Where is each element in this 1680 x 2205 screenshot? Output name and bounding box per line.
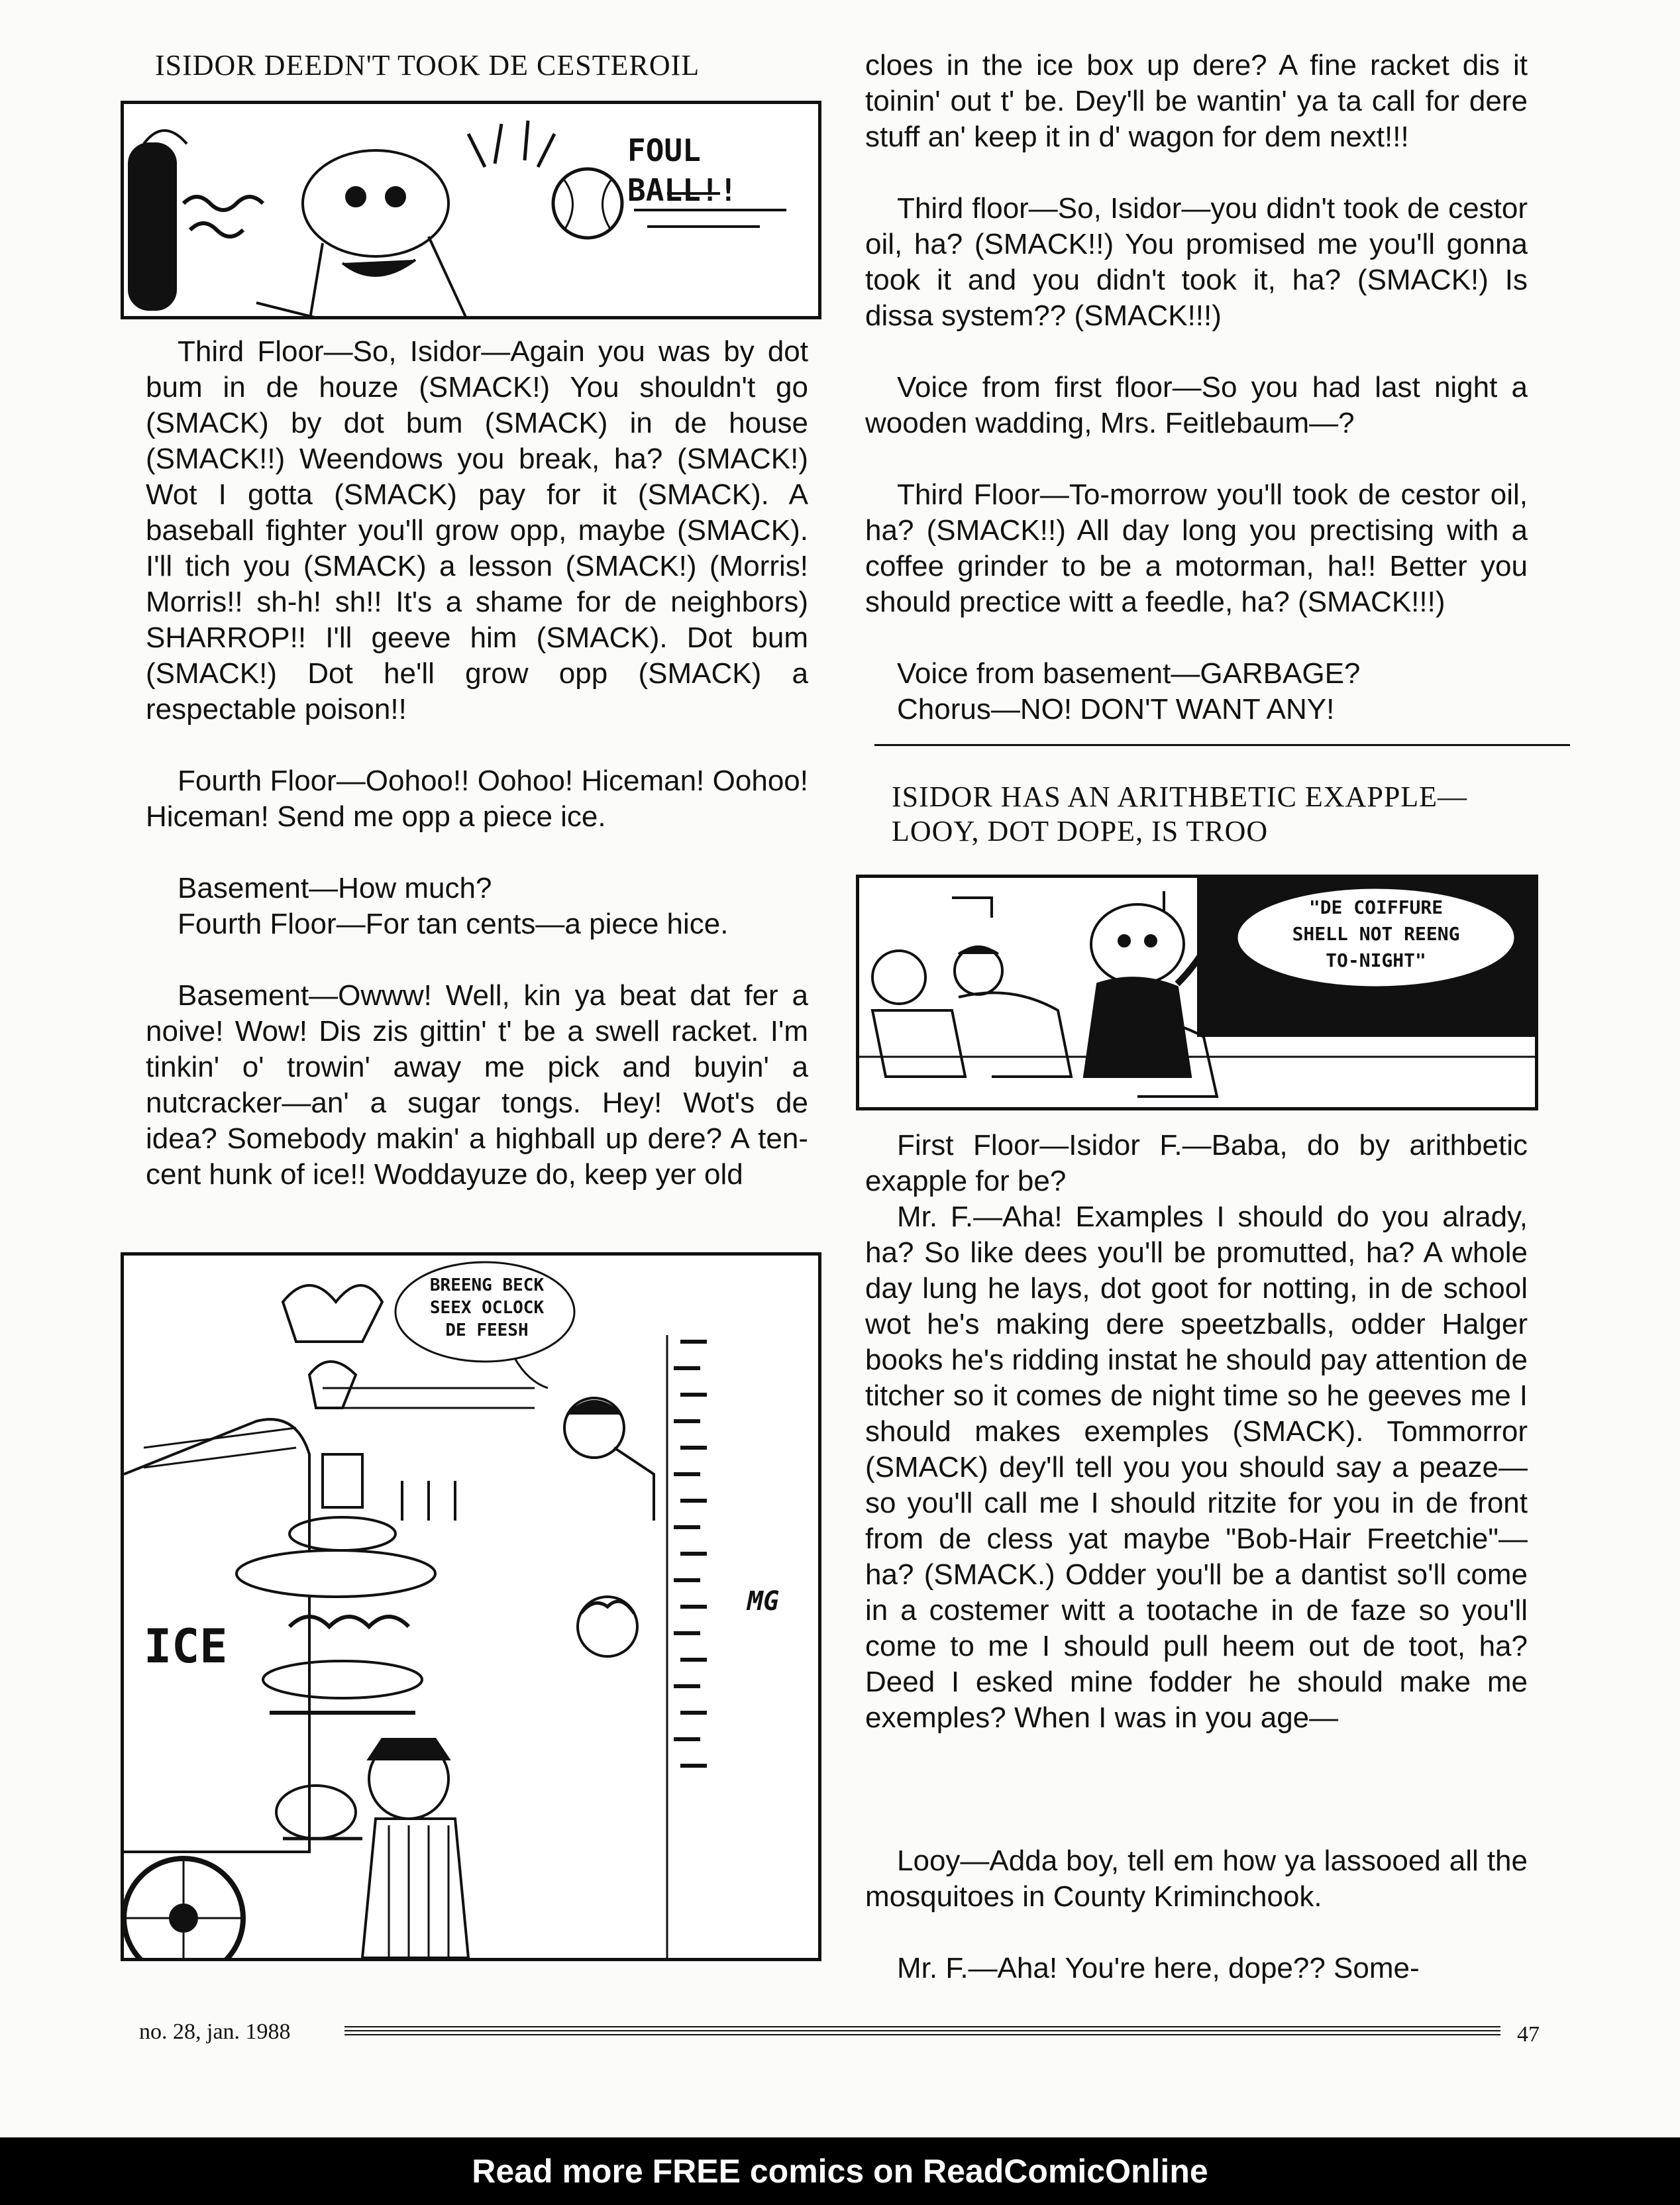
page-number: 47	[1517, 2022, 1540, 2047]
story1-heading: ISIDOR DEEDN'T TOOK DE CESTEROIL	[155, 49, 700, 81]
speech-bubble-text: "DE COIFFURE SHELL NOT REENG TO-NIGHT"	[1292, 896, 1460, 971]
ice-delivery-illustration	[124, 1256, 821, 1961]
story2-heading-line2: LOOY, DOT DOPE, IS TROO	[892, 815, 1269, 847]
truck-label: ICE	[144, 1619, 228, 1674]
speech-bubble-text: BREENG BECK SEEX OCLOCK DE FEESH	[429, 1275, 545, 1340]
paragraph: Third Floor—To-morrow you'll took de cestor oil, ha? (SMACK!!) All day long you prectising with a coffee grinder to be a motorman, ha!! Better you should prectice witt a feedle, ha? (SMACK!!!)	[865, 478, 1528, 618]
comic-panel-foul-ball	[121, 101, 821, 319]
promo-banner[interactable]: Read more FREE comics on ReadComicOnline	[0, 2137, 1680, 2205]
paragraph: Third Floor—So, Isidor—Again you was by dot bum in de houze (SMACK!) You shouldn't go (SMACK) by dot bum (SMACK) in de house (SMACK!!) Weendows you break, ha? (SMACK!) Wot I gotta (SMACK) pay for it (SMACK). A baseball fighter you'll grow opp, maybe (SMACK). I'll tich you (SMACK) a lesson (SMACK!) (Morris! Morris!! sh-h! sh!! It's a shame for de neighbors) SHARROP!! I'll geeve him (SMACK). Dot bum (SMACK!) Dot he'll grow opp (SMACK) a respectable poison!!	[146, 335, 808, 726]
paragraph: Voice from basement—GARBAGE?	[897, 657, 1361, 690]
paragraph: Voice from first floor—So you had last night a wooden wadding, Mrs. Feitlebaum—?	[865, 371, 1528, 439]
foul-ball-text: FOUL BALL!!	[627, 133, 738, 208]
comic-panel-classroom	[856, 875, 1538, 1110]
issue-info: no. 28, jan. 1988	[139, 2019, 291, 2044]
artist-signature: MG	[747, 1586, 780, 1617]
paragraph: Fourth Floor—For tan cents—a piece hice.	[178, 908, 729, 940]
paragraph: First Floor—Isidor F.—Baba, do by arithbetic exapple for be?	[865, 1129, 1528, 1197]
footer-rule	[344, 2026, 1500, 2038]
paragraph: Third floor—So, Isidor—you didn't took de cestor oil, ha? (SMACK!!) You promised me you'll gonna took it and you didn't took it, ha? (SMACK!) Is dissa system?? (SMACK!!!)	[865, 192, 1528, 332]
paragraph: Fourth Floor—Oohoo!! Oohoo! Hiceman! Oohoo! Hiceman! Send me opp a piece ice.	[146, 765, 808, 833]
paragraph: Basement—Owww! Well, kin ya beat dat fer a noive! Wow! Dis zis gittin' t' be a swell racket. I'm tinkin' o' trowin' away me pick and buyin' a nutcracker—an' a sugar tongs. Hey! Wot's de idea? Somebody makin' a highball up dere? A ten-cent hunk of ice!! Woddayuze do, keep yer old	[146, 979, 808, 1191]
paragraph: Looy—Adda boy, tell em how ya lassooed all the mosquitoes in County Kriminchook.	[865, 1845, 1528, 1913]
paragraph: Mr. F.—Aha! Examples I should do you alrady, ha? So like dees you'll be promutted, ha? A whole day lung he lays, dot goot for notting, in de school wot he's making dere speetzballs, odder Halger books he's ridding instat he should pay attention de titcher so it comes de night time so he geeves me I should makes exemples (SMACK). Tommorror (SMACK) dey'll tell you you should say a peaze—so you'll call me I should ritzite for you in de front from de cless yat maybe "Bob-Hair Freetchie"—ha? (SMACK.) Odder you'll be a dantist so'll come in a costemer witt a tootache in de faze so you'll come to me I should pull heem out de toot, ha? Deed I esked mine fodder he should make me exemples? When I was in you age—	[865, 1201, 1528, 1734]
paragraph: Basement—How much?	[178, 872, 492, 904]
paragraph: Mr. F.—Aha! You're here, dope?? Some-	[897, 1952, 1420, 1984]
section-divider	[874, 744, 1570, 746]
comic-panel-ice-delivery	[121, 1252, 821, 1961]
paragraph: Chorus—NO! DON'T WANT ANY!	[897, 693, 1335, 726]
paragraph: cloes in the ice box up dere? A fine racket dis it toinin' out t' be. Dey'll be wantin' ya ta call for dere stuff an' keep it in d' wagon for dem next!!!	[865, 49, 1528, 153]
story2-heading-line1: ISIDOR HAS AN ARITHBETIC EXAPPLE—	[892, 780, 1468, 813]
